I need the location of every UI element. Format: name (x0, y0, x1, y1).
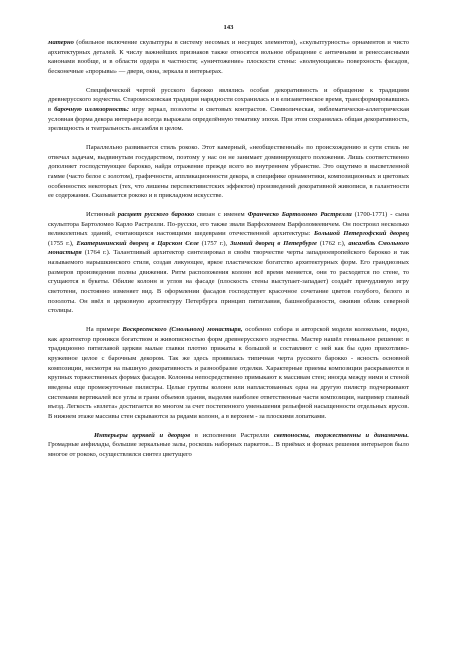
emphasized-text: Зимний дворец в Петербурге (230, 239, 317, 247)
body-text: Параллельно развивается стиль рококо. Этот камерный, «необщественный» по происхождению и сути стиль не отвечал задачам, выдвинутым государством, поэтому у нас он не занимает доминирующего положения. Лишь соответственно дополняет господствующее барокко, найдя отражение прежде всего во внутреннем убранстве. Это ощутимо в высветленной гамме (часто белое с золотом), графичности, аппликационности декора, в специфике орнаментики, композиционных и цветовых особенностях некоторых (тех, что лишены перспективистских эффектов) произведений декоративной живописи, в галантности ее содержания. Сказывается рококо и в прикладном искусстве. (48, 143, 409, 200)
body-text: (1764 г.). Талантливый архитектор синтезировал в своём творчестве черты западноевропейского барокко и так называемого нарышкинского стиля, создав ликующее, яркое пластическое богатство архитектурных форм. Его грандиозных размеров произведения полны движения. Ритм расположения колонн всё время меняется, они то расходятся по стене, то сгущаются в букеты. Обилие колонн и углов на фасаде (плоскость стены выступает-западает) создаёт причудливую игру светотени, постоянно изменяет вид. В оформлении фасадов господствует красочное сочетание цветов голубого, белого и позолоты. Он ввёл в церковную архитектуру Петербурга принцип пятиглавия, башнеобразности, оживив облик северной столицы. (48, 249, 409, 315)
body-text: особенно собора и авторской модели колокольни, видно, как архитектор проникся богатством и живописностью форм древнерусского зодчества. Мастер нашёл гениальное решение: в традиционно пятиглавой церкви малые главки плотно прижаты к большой и составляют с ней как бы одно прихотливо-кружевное целое с барочным декором. Так же здесь проявилась типичная черта русского барокко - ясность основной композиции, несмотря на пышную декоративность и разнообразие отделки. Характерные приемы композиции раскрываются в крупных торжественных формах фасадов. Колонны непосредственно примыкают к массивам стен; иногда между ними и стеной введены еще промежуточные пилястры. Целые группы колонн или напластованных одна на другую пилястр подчеркивают системами вертикалей все углы и грани объемов здания, выделяя наиболее ответственные части композиции, например главный въезд. Легкость «взлета» достигается во многом за счет постепенного уменьшения рельефной насыщенности отдельных ярусов. В нижнем этаже массивы стен скрываются за рядами колонн, а в верхнем - за плоскими лопатками. (48, 326, 409, 420)
body-text: Громадные анфилады, большие зеркальные залы, роскошь наборных паркетов... В приёмах и формах решения интерьеров было многое от рококо, осуществлялся синтез цветущего (48, 441, 409, 458)
paragraph-3 (48, 143, 409, 201)
emphasized-text: Воскресенского (Смольного) монастыря, (122, 326, 243, 334)
body-text: игру зеркал, позолоты и световых контрастов. Символическая, эмблематически-аллегорическая условная форма декора интерьера всегда выражала определённую тематику эпохи. При этом сохранялась общая декоративность, зрелищность и театральность ансамбля в целом. (48, 105, 410, 133)
page-number: 143 (223, 24, 234, 31)
body-text: Истинный (86, 210, 118, 218)
emphasized-text: барочную иллюзорность: (54, 105, 130, 113)
body-text: (1755 г.), (48, 239, 77, 247)
emphasized-text: матерно (48, 39, 74, 46)
emphasized-text: светоносны, торжественны и динамичны. (273, 431, 409, 439)
paragraph-2 (48, 86, 409, 134)
paragraph-4 (48, 210, 409, 316)
paragraph-5 (48, 325, 409, 422)
paragraph-1 (48, 38, 409, 77)
body-text: (1700-1771) - сына скульптора Бартоломео Карло Растрелли. По-русски, его также звали Варфоломеем Варфоломеевичем. Он построил несколько великолепных зданий, считающихся настоящими шедеврами отечественной архитектуры: (48, 210, 409, 238)
emphasized-text: ансамбль Смольного монастыря (48, 239, 409, 257)
body-text: (обильное включение скульптуры в систему несомых и несущих элементов), «скульптурность» орнаментов и чисто архитектурных деталей. К числу важнейших признаков также относятся вольное обращение с античными и ренессансными канонами вообще, и в области ордера в частности; «уничтожение» плоскости стены: «волнующаяся» поверхность фасадов, бесконечные «прорывы» — двери, окна, зеркала в интерьерах. (48, 39, 409, 75)
emphasized-text: Большой Петергофский дворец (313, 230, 409, 238)
body-text: (1757 г.), (198, 239, 231, 247)
emphasized-text: Франческо Бартоломео Растрелли (247, 210, 352, 218)
paragraph-6 (48, 431, 409, 460)
emphasized-text: Екатерининский дворец в Царском Селе (76, 239, 199, 247)
body-text: в исполнении Растрелли (190, 431, 274, 439)
body-text: связан с именем (194, 210, 248, 218)
body-text: Специфической чертой русского барокко являлись особая декоративность и обращение к традициям древнерусского зодчества. Старомосковская традиция нарядности сохранилась и в елизаветинское время, трансформировавшись в (48, 86, 409, 113)
emphasized-text: расцвет русского барокко (117, 210, 195, 218)
body-text: На примере (86, 326, 123, 334)
body-text: (1762 г.), (316, 239, 349, 247)
emphasized-text: Интерьеры церквей и дворцов (94, 431, 191, 439)
